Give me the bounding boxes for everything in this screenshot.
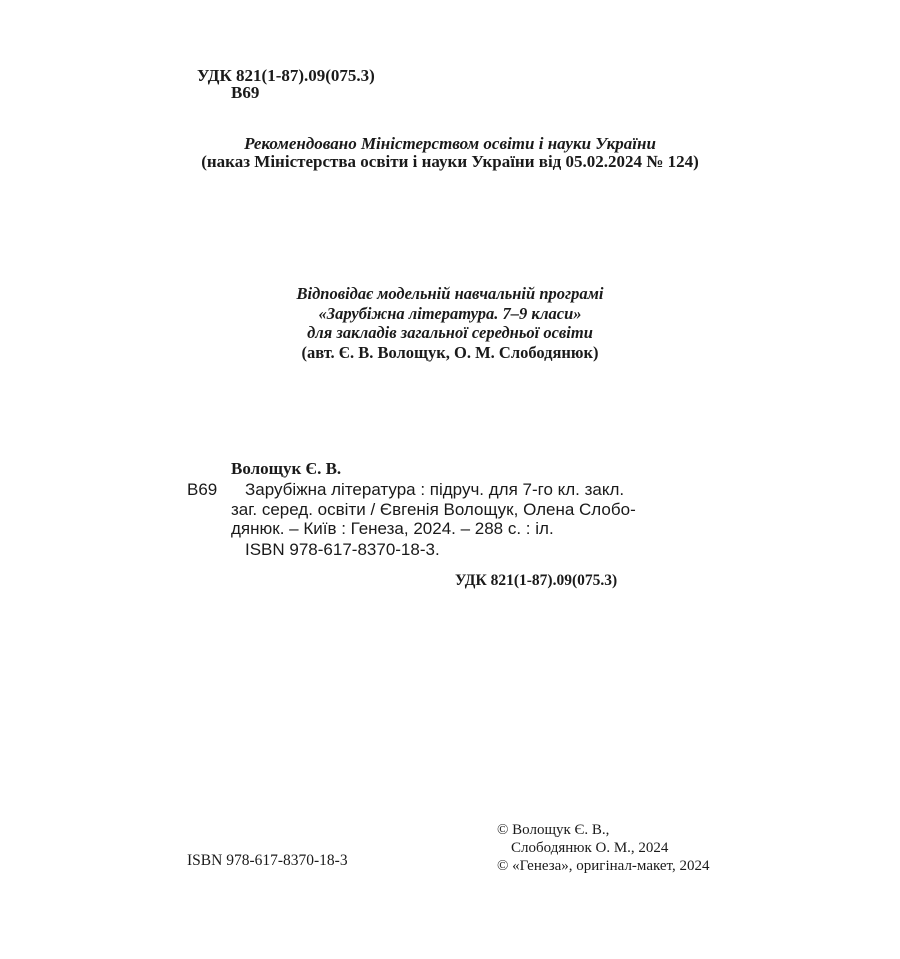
code-header: В69: [231, 83, 260, 102]
program-line-1: Відповідає модельній навчальній програмі: [296, 284, 604, 303]
recommendation-line-2: (наказ Міністерства освіти і науки України від 05.02.2024 № 124): [201, 152, 699, 171]
copyright-line-2: Слободянюк О. М., 2024: [511, 840, 669, 856]
catalog-author: Волощук Є. В.: [231, 459, 342, 478]
program-line-2: «Зарубіжна література. 7–9 класи»: [318, 304, 582, 323]
program-line-4: (авт. Є. В. Волощук, О. М. Слободянюк): [301, 343, 599, 362]
catalog-line-1: Зарубіжна література : підруч. для 7-го кл. закл.: [245, 480, 625, 499]
catalog-udk: УДК 821(1-87).09(075.3): [455, 572, 618, 589]
program-line-3: для закладів загальної середньої освіти: [307, 323, 593, 342]
catalog-code: В69: [187, 480, 218, 499]
copyright-line-1: © Волощук Є. В.,: [497, 822, 610, 838]
udk-header: УДК 821(1-87).09(075.3): [197, 66, 375, 85]
catalog-line-2: заг. серед. освіти / Євгенія Волощук, Олена Слобо-: [231, 500, 636, 519]
copyright-line-3: © «Генеза», оригінал-макет, 2024: [497, 858, 710, 874]
footer-isbn: ISBN 978-617-8370-18-3: [187, 852, 348, 869]
recommendation-line-1: Рекомендовано Міністерством освіти і науки України: [244, 134, 656, 153]
catalog-isbn: ISBN 978-617-8370-18-3.: [245, 540, 440, 559]
catalog-line-3: дянюк. – Київ : Генеза, 2024. – 288 с. : іл.: [231, 519, 554, 538]
